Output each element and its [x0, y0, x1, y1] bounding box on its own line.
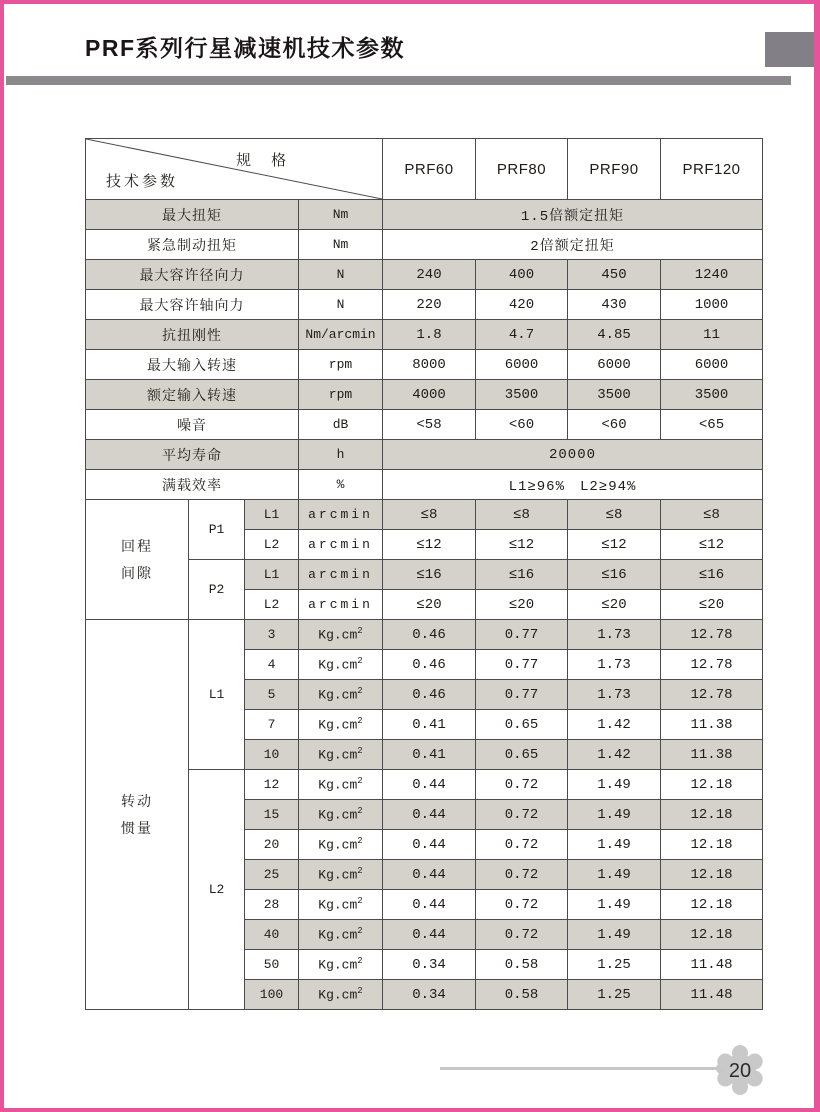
value-cell: 0.72	[476, 830, 568, 860]
value-cell: 3500	[661, 380, 763, 410]
corner-param-label: 技术参数	[106, 173, 179, 190]
value-cell: 1.25	[568, 950, 661, 980]
value-cell: 11	[661, 320, 763, 350]
value-cell: 1240	[661, 260, 763, 290]
unit-cell: h	[299, 440, 383, 470]
value-cell: 12.18	[661, 890, 763, 920]
value-cell: 420	[476, 290, 568, 320]
value-cell: ≤20	[383, 590, 476, 620]
ratio-cell: 40	[245, 920, 299, 950]
unit-cell: rpm	[299, 380, 383, 410]
value-cell: ≤12	[476, 530, 568, 560]
ratio-cell: 4	[245, 650, 299, 680]
value-cell: 0.41	[383, 740, 476, 770]
value-cell: 4.7	[476, 320, 568, 350]
param-label: 最大输入转速	[86, 350, 299, 380]
ratio-cell: 25	[245, 860, 299, 890]
value-span-cell: L1≥96% L2≥94%	[383, 470, 763, 500]
value-cell: 0.72	[476, 800, 568, 830]
precision-grade-cell: P1	[189, 500, 245, 560]
page-title: PRF系列行星减速机技术参数	[85, 35, 405, 61]
value-cell: 0.72	[476, 770, 568, 800]
ratio-cell: 20	[245, 830, 299, 860]
value-cell: 1.49	[568, 830, 661, 860]
value-cell: 12.78	[661, 620, 763, 650]
unit-cell: arcmin	[299, 560, 383, 590]
inertia-unit-sup: 2	[357, 716, 363, 727]
inertia-unit-base: Kg.cm	[318, 927, 358, 943]
value-cell: 1.42	[568, 710, 661, 740]
ratio-cell: 100	[245, 980, 299, 1010]
inertia-unit-base: Kg.cm	[318, 657, 358, 673]
value-cell: ≤16	[476, 560, 568, 590]
precision-grade-cell: P2	[189, 560, 245, 620]
stage-level-cell: L2	[245, 530, 299, 560]
unit-cell: Nm	[299, 230, 383, 260]
value-cell: ≤20	[661, 590, 763, 620]
value-span-cell: 1.5倍额定扭矩	[383, 200, 763, 230]
inertia-unit-sup: 2	[357, 686, 363, 697]
param-label: 紧急制动扭矩	[86, 230, 299, 260]
value-cell: 1.49	[568, 920, 661, 950]
unit-cell: %	[299, 470, 383, 500]
value-cell: 0.44	[383, 920, 476, 950]
value-cell: 8000	[383, 350, 476, 380]
value-cell: <58	[383, 410, 476, 440]
value-cell: ≤20	[476, 590, 568, 620]
inertia-unit-sup: 2	[357, 986, 363, 997]
ratio-cell: 15	[245, 800, 299, 830]
value-cell: 1.49	[568, 860, 661, 890]
value-cell: ≤8	[383, 500, 476, 530]
inertia-unit-base: Kg.cm	[318, 717, 358, 733]
value-cell: 240	[383, 260, 476, 290]
unit-cell: Nm/arcmin	[299, 320, 383, 350]
value-cell: ≤12	[661, 530, 763, 560]
value-cell: 1.73	[568, 620, 661, 650]
param-label: 噪音	[86, 410, 299, 440]
param-label: 最大扭矩	[86, 200, 299, 230]
value-cell: 0.41	[383, 710, 476, 740]
value-cell: ≤12	[568, 530, 661, 560]
value-cell: 1.42	[568, 740, 661, 770]
value-cell: 3500	[568, 380, 661, 410]
inertia-unit-sup: 2	[357, 896, 363, 907]
value-cell: ≤16	[568, 560, 661, 590]
value-cell: 400	[476, 260, 568, 290]
inertia-unit-sup: 2	[357, 626, 363, 637]
param-label: 满载效率	[86, 470, 299, 500]
value-cell: 1.49	[568, 800, 661, 830]
unit-cell: arcmin	[299, 500, 383, 530]
column-header-prf80: PRF80	[476, 139, 568, 200]
value-cell: 430	[568, 290, 661, 320]
value-cell: 0.72	[476, 890, 568, 920]
value-cell: 0.44	[383, 890, 476, 920]
value-cell: 3500	[476, 380, 568, 410]
value-cell: 1.49	[568, 770, 661, 800]
value-cell: 11.38	[661, 740, 763, 770]
param-label: 最大容许轴向力	[86, 290, 299, 320]
unit-cell: N	[299, 290, 383, 320]
value-cell: 0.77	[476, 650, 568, 680]
value-cell: 0.77	[476, 620, 568, 650]
value-cell: 0.44	[383, 770, 476, 800]
value-cell: ≤20	[568, 590, 661, 620]
inertia-unit-base: Kg.cm	[318, 987, 358, 1003]
value-cell: 0.58	[476, 950, 568, 980]
value-cell: ≤16	[383, 560, 476, 590]
value-cell: 0.44	[383, 860, 476, 890]
value-cell: 0.77	[476, 680, 568, 710]
value-cell: 0.65	[476, 710, 568, 740]
unit-cell: arcmin	[299, 530, 383, 560]
value-cell: 1000	[661, 290, 763, 320]
value-cell: 0.58	[476, 980, 568, 1010]
value-cell: 6000	[476, 350, 568, 380]
backlash-section-text: 回程间隙	[121, 537, 153, 581]
unit-cell: Nm	[299, 200, 383, 230]
value-cell: 1.25	[568, 980, 661, 1010]
value-cell: ≤8	[476, 500, 568, 530]
value-cell: 0.72	[476, 860, 568, 890]
column-header-prf60: PRF60	[383, 139, 476, 200]
inertia-section-text: 转动惯量	[121, 792, 153, 836]
param-label: 最大容许径向力	[86, 260, 299, 290]
ratio-cell: 5	[245, 680, 299, 710]
inertia-unit-sup: 2	[357, 956, 363, 967]
value-cell: 0.46	[383, 680, 476, 710]
page-number: 20	[728, 1060, 752, 1082]
value-cell: ≤16	[661, 560, 763, 590]
ratio-cell: 10	[245, 740, 299, 770]
unit-cell: rpm	[299, 350, 383, 380]
value-cell: 0.46	[383, 620, 476, 650]
param-label: 抗扭刚性	[86, 320, 299, 350]
value-cell: 1.73	[568, 680, 661, 710]
value-cell: 220	[383, 290, 476, 320]
value-cell: 0.72	[476, 920, 568, 950]
value-cell: 1.49	[568, 890, 661, 920]
ratio-cell: 3	[245, 620, 299, 650]
value-cell: 0.34	[383, 950, 476, 980]
column-header-prf90: PRF90	[568, 139, 661, 200]
value-cell: 12.78	[661, 680, 763, 710]
inertia-unit-base: Kg.cm	[318, 747, 358, 763]
value-cell: 0.44	[383, 800, 476, 830]
inertia-unit-sup: 2	[357, 746, 363, 757]
corner-spec-label: 规 格	[236, 152, 295, 169]
inertia-unit-base: Kg.cm	[318, 687, 358, 703]
ratio-cell: 50	[245, 950, 299, 980]
stage-level-cell: L2	[245, 590, 299, 620]
value-cell: 0.44	[383, 830, 476, 860]
unit-cell: arcmin	[299, 590, 383, 620]
value-cell: ≤12	[383, 530, 476, 560]
ratio-cell: 12	[245, 770, 299, 800]
value-cell: 11.38	[661, 710, 763, 740]
ratio-cell: 28	[245, 890, 299, 920]
stage-level-cell: L2	[189, 770, 245, 1010]
value-cell: 6000	[568, 350, 661, 380]
column-header-prf120: PRF120	[661, 139, 763, 200]
value-cell: <60	[568, 410, 661, 440]
value-cell: 12.78	[661, 650, 763, 680]
value-cell: 1.8	[383, 320, 476, 350]
value-cell: 4.85	[568, 320, 661, 350]
value-span-cell: 2倍额定扭矩	[383, 230, 763, 260]
inertia-unit-base: Kg.cm	[318, 897, 358, 913]
value-cell: <60	[476, 410, 568, 440]
value-cell: 12.18	[661, 800, 763, 830]
inertia-unit-base: Kg.cm	[318, 807, 358, 823]
value-cell: 0.34	[383, 980, 476, 1010]
unit-cell: N	[299, 260, 383, 290]
stage-level-cell: L1	[245, 500, 299, 530]
unit-cell: dB	[299, 410, 383, 440]
value-cell: 12.18	[661, 830, 763, 860]
value-cell: 0.46	[383, 650, 476, 680]
stage-level-cell: L1	[189, 620, 245, 770]
value-cell: 4000	[383, 380, 476, 410]
value-cell: 12.18	[661, 860, 763, 890]
value-cell: <65	[661, 410, 763, 440]
inertia-unit-base: Kg.cm	[318, 777, 358, 793]
value-cell: ≤8	[661, 500, 763, 530]
param-label: 额定输入转速	[86, 380, 299, 410]
value-cell: 450	[568, 260, 661, 290]
inertia-unit-sup: 2	[357, 836, 363, 847]
inertia-unit-sup: 2	[357, 926, 363, 937]
value-cell: 1.73	[568, 650, 661, 680]
value-cell: 11.48	[661, 950, 763, 980]
inertia-unit-sup: 2	[357, 866, 363, 877]
inertia-unit-base: Kg.cm	[318, 867, 358, 883]
stage-level-cell: L1	[245, 560, 299, 590]
value-cell: 12.18	[661, 920, 763, 950]
inertia-unit-sup: 2	[357, 656, 363, 667]
value-cell: 6000	[661, 350, 763, 380]
inertia-unit-base: Kg.cm	[318, 627, 358, 643]
value-cell: 0.65	[476, 740, 568, 770]
inertia-unit-base: Kg.cm	[318, 837, 358, 853]
ratio-cell: 7	[245, 710, 299, 740]
value-span-cell: 20000	[383, 440, 763, 470]
inertia-unit-base: Kg.cm	[318, 957, 358, 973]
inertia-unit-sup: 2	[357, 776, 363, 787]
value-cell: ≤8	[568, 500, 661, 530]
value-cell: 12.18	[661, 770, 763, 800]
inertia-unit-sup: 2	[357, 806, 363, 817]
param-label: 平均寿命	[86, 440, 299, 470]
value-cell: 11.48	[661, 980, 763, 1010]
